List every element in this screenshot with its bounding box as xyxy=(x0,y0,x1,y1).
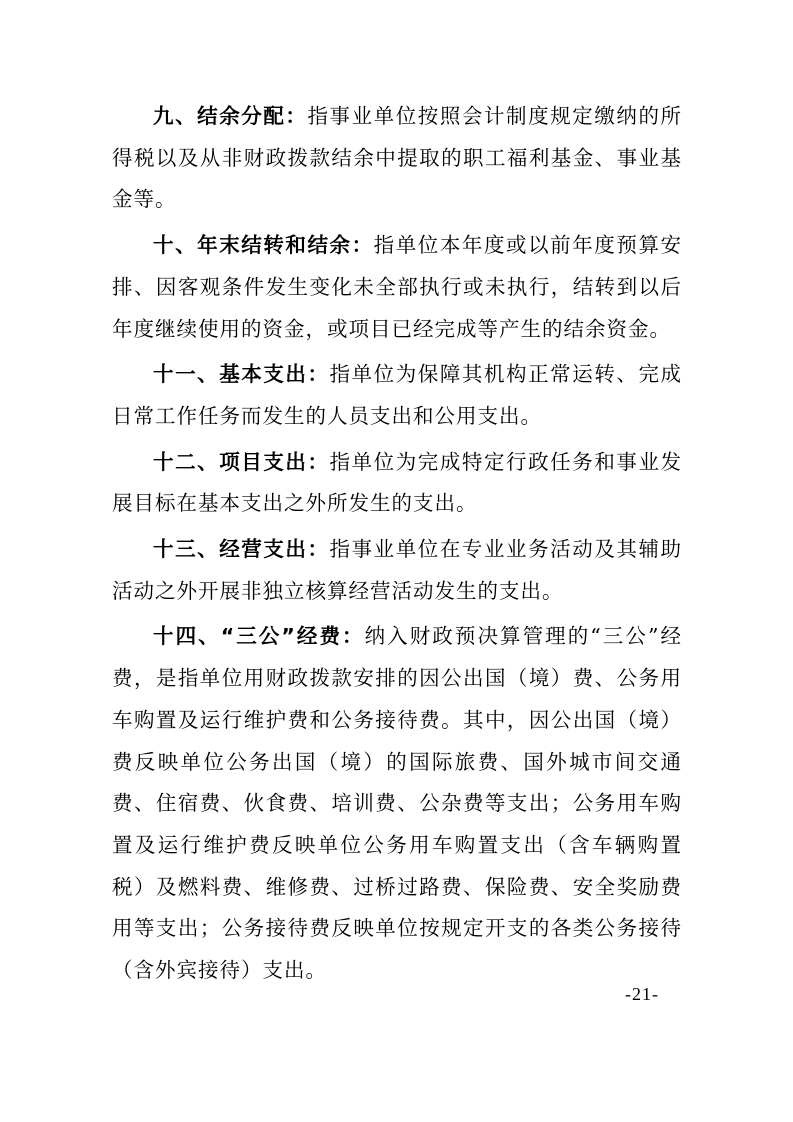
term-heading: 九、结余分配： xyxy=(153,104,308,128)
paragraph-three-public-expenses xyxy=(112,616,682,991)
term-definition: 指事业单位按照会计制度规定缴纳的所得税以及从非财政拨款结余中提取的职工福利基金、事业基金等。 xyxy=(112,104,683,212)
term-heading: 十三、经营支出： xyxy=(153,537,330,562)
term-heading: 十四、“三公”经费： xyxy=(153,624,365,649)
body-text xyxy=(112,96,682,996)
term-definition: 指单位为保障其机构正常运转、完成日常工作任务而发生的人员支出和公用支出。 xyxy=(112,362,683,428)
paragraph-basic-expenditure xyxy=(112,354,682,437)
term-definition: 指事业单位在专业业务活动及其辅助活动之外开展非独立核算经营活动发生的支出。 xyxy=(112,537,683,603)
term-definition: 纳入财政预决算管理的“三公”经费，是指单位用财政拨款安排的因公出国（境）费、公务用车购置及运行维护费和公务接待费。其中，因公出国（境）费反映单位公务出国（境）的国际旅费、国外城市间交通费、住宿费、伙食费、培训费、公杂费等支出；公务用车购置及运行维护费反映单位公务用车购置支出（含车辆购置税）及燃料费、维修费、过桥过路费、保险费、安全奖励费用等支出；公务接待费反映单位按规定开支的各类公务接待（含外宾接待）支出。 xyxy=(112,624,682,983)
term-definition: 指单位本年度或以前年度预算安排、因客观条件发生变化未全部执行或未执行，结转到以后年度继续使用的资金，或项目已经完成等产生的结余资金。 xyxy=(112,233,683,341)
paragraph-year-end-carryover xyxy=(112,225,682,350)
term-heading: 十二、项目支出： xyxy=(153,449,330,474)
paragraph-project-expenditure xyxy=(112,442,682,525)
term-heading: 十一、基本支出： xyxy=(153,362,330,387)
term-heading: 十、年末结转和结余： xyxy=(153,233,374,258)
paragraph-settlement-distribution xyxy=(112,96,682,221)
page-number: -21- xyxy=(625,984,659,1004)
term-definition: 指单位为完成特定行政任务和事业发展目标在基本支出之外所发生的支出。 xyxy=(112,449,683,516)
paragraph-operating-expenditure xyxy=(112,529,682,612)
